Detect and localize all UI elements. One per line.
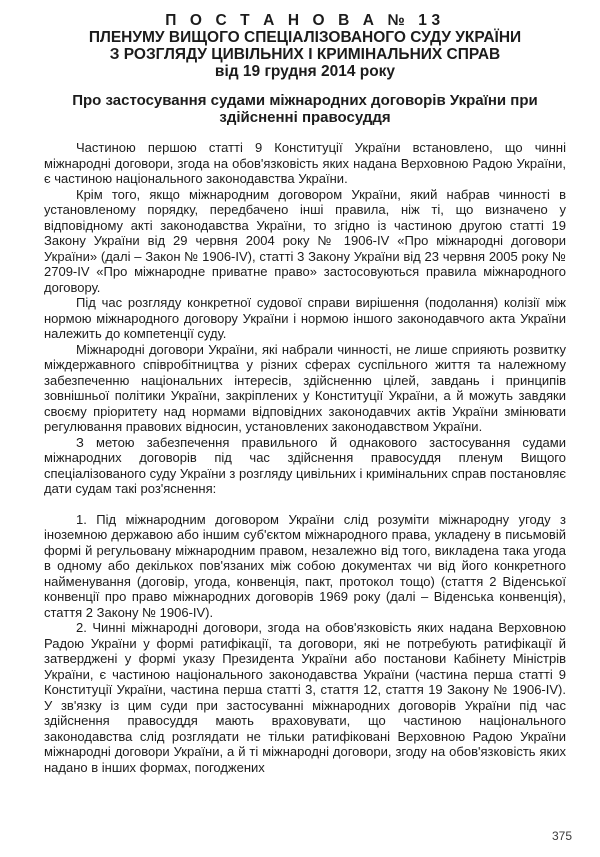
resolution-header bbox=[44, 12, 566, 80]
paragraph-5: З метою забезпечення правильного й однакового застосування судами міжнародних договорів під час здійснення правосуддя пленум Вищого спеціалізованого суду України з розгляду цивільних і кримінальних справ постановляє дати судам такі роз'яснення: bbox=[44, 434, 566, 496]
document-body bbox=[44, 140, 566, 775]
subject-line2: здійсненні правосуддя bbox=[219, 109, 391, 126]
page-number: 375 bbox=[551, 829, 572, 843]
subject-line1: Про застосування судами міжнародних договорів України при bbox=[72, 92, 538, 109]
paragraph-1: Частиною першою статті 9 Конституції України встановлено, що чинні міжнародні договори, згода на обов'язковість яких надана Верховною Радою України, є частиною національного законодавства України. bbox=[44, 140, 566, 186]
resolution-title: П О С Т А Н О В А № 13 bbox=[165, 12, 445, 29]
resolution-date: від 19 грудня 2014 року bbox=[214, 63, 396, 80]
paragraph-7: 2. Чинні міжнародні договори, згода на обов'язковість яких надана Верховною Радою України у формі ратифікації, та договори, які не потребують ратифікації й затверджені у формі указу Президента України або постанови Кабінету Міністрів України, є частиною національного законодавства України (частина перша статті 9 Конституції України, частина перша статті 3, стаття 12, стаття 19 Закону № 1906-IV). У зв'язку із цим суди при застосуванні міжнародних договорів України під час здійснення правосуддя мають враховувати, що частиною національного законодавства слід розглядати не тільки ратифіковані Верховною Радою України міжнародні договори України, а й ті міжнародні договори, згоду на обов'язковість яких надано в інших формах, погоджених bbox=[44, 620, 566, 775]
issuing-body-line1: ПЛЕНУМУ ВИЩОГО СПЕЦІАЛІЗОВАНОГО СУДУ УКРАЇНИ bbox=[88, 29, 522, 46]
issuing-body-line2: З РОЗГЛЯДУ ЦИВІЛЬНИХ І КРИМІНАЛЬНИХ СПРАВ bbox=[109, 46, 501, 63]
paragraph-3: Під час розгляду конкретної судової справи вирішення (подолання) колізії між нормою міжнародного договору України і нормою іншого законодавчого акта України належить до компетенції суду. bbox=[44, 295, 566, 341]
paragraph-6: 1. Під міжнародним договором України слід розуміти міжнародну угоду з іноземною державою або іншим суб'єктом міжнародного права, укладену в письмовій формі й регульовану міжнародним правом, незалежно від того, викладена така угода в одному або декількох пов'язаних між собою документах чи від його конкретного найменування (договір, угода, конвенція, пакт, протокол тощо) (стаття 2 Віденської конвенції про право міжнародних договорів 1969 року (далі – Віденська конвенція), стаття 2 Закону № 1906-IV). bbox=[44, 511, 566, 620]
section-gap bbox=[44, 497, 566, 512]
paragraph-2: Крім того, якщо міжнародним договором України, який набрав чинності в установленому порядку, передбачено інші правила, ніж ті, що визначено у відповідному акті законодавства України, то згідно із частиною другою статті 19 Закону України від 29 червня 2004 року № 1906-IV «Про міжнародні договори України» (далі – Закон № 1906-IV), статті 3 Закону України від 23 червня 2005 року № 2709-IV «Про міжнародне приватне право» застосовуються правила міжнародного договору. bbox=[44, 186, 566, 295]
resolution-subject bbox=[44, 92, 566, 126]
paragraph-4: Міжнародні договори України, які набрали чинності, не лише сприяють розвитку міждержавного співробітництва у різних сферах суспільного життя та належному забезпеченню національних інтересів, здійсненню цілей, завдань і принципів зовнішньої політики України, закріплених у Конституції України, а й можуть завдяки своєму пріоритету над нормами відповідних законодавчих актів України змінювати регулювання правових відносин, установлених законодавством України. bbox=[44, 341, 566, 434]
